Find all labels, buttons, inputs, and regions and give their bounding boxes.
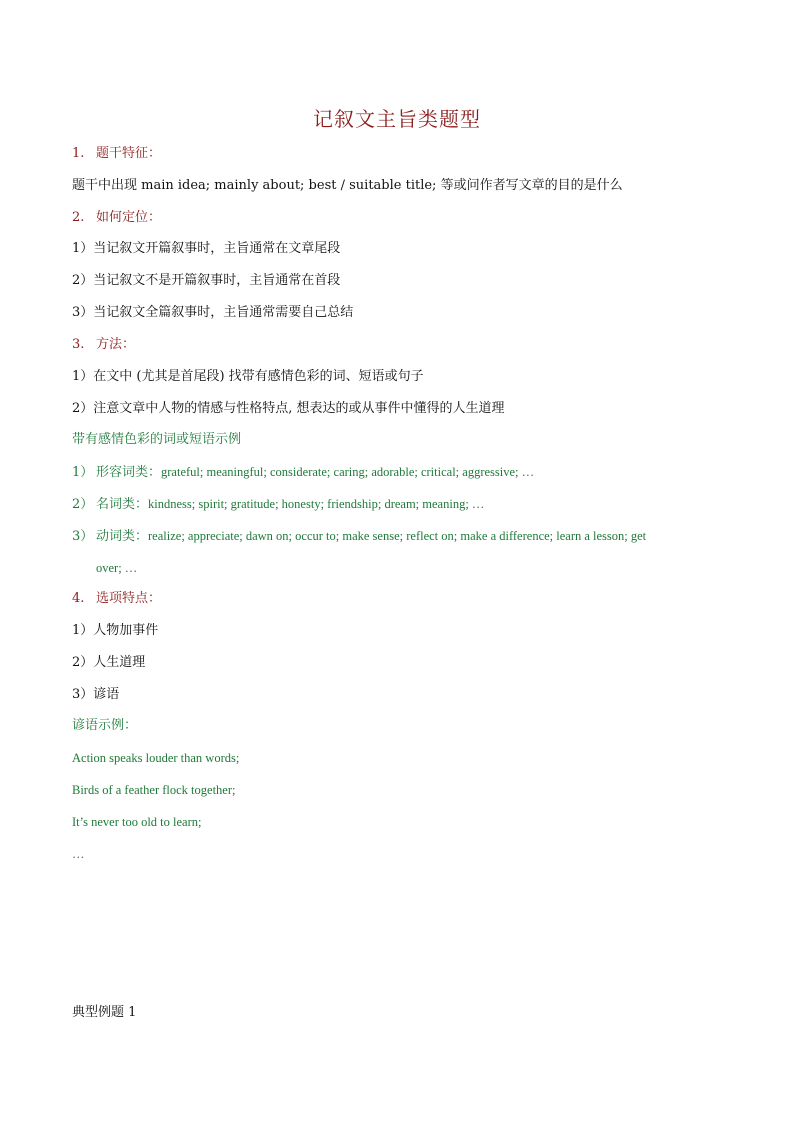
list-item: 2）当记叙文不是开篇叙事时，主旨通常在首段 — [72, 273, 341, 288]
section-4-heading — [72, 590, 161, 608]
section-heading-text: 如何定位： — [96, 210, 162, 225]
example-label: 名词类： — [96, 497, 149, 512]
page-title: 记叙文主旨类题型 — [313, 107, 481, 131]
section-number: 3. — [72, 337, 85, 352]
example-label: 形容词类： — [96, 465, 162, 480]
section-heading-text: 题干特征： — [96, 146, 162, 161]
proverb-item: Birds of a feather flock together; — [72, 783, 236, 797]
example-label: 动词类： — [96, 529, 149, 544]
examples-heading: 带有感情色彩的词或短语示例 — [72, 432, 242, 447]
list-item: 3）谚语 — [72, 687, 120, 702]
example-words: realize; appreciate; dawn on; occur to; make sense; reflect on; make a difference; learn a lesson; get — [148, 529, 647, 543]
section-3-heading — [72, 336, 135, 354]
list-item: 1）当记叙文开篇叙事时，主旨通常在文章尾段 — [72, 241, 341, 256]
example-number: 1） — [72, 465, 94, 480]
proverb-ellipsis: … — [72, 847, 85, 861]
example-number: 2） — [72, 497, 94, 512]
example-row-verbs — [72, 527, 646, 546]
example-title: 典型例题 1 — [72, 1005, 137, 1020]
proverbs-heading: 谚语示例： — [72, 718, 138, 733]
example-row-verbs-continued: over; … — [96, 561, 138, 575]
list-item: 1）人物加事件 — [72, 623, 159, 638]
list-item: 2）人生道理 — [72, 655, 146, 670]
section-1-body: 题干中出现 main idea; mainly about; best / suitable title; 等或问作者写文章的目的是什么 — [72, 178, 623, 193]
section-heading-text: 方法： — [96, 337, 136, 352]
list-item: 2）注意文章中人物的情感与性格特点, 想表达的或从事件中懂得的人生道理 — [72, 401, 505, 416]
example-words: grateful; meaningful; considerate; caring; adorable; critical; aggressive; … — [161, 465, 535, 479]
list-item: 3）当记叙文全篇叙事时，主旨通常需要自己总结 — [72, 305, 354, 320]
example-row-adjectives — [72, 463, 534, 482]
section-1-heading — [72, 145, 161, 163]
section-number: 4. — [72, 591, 85, 606]
proverb-item: It’s never too old to learn; — [72, 815, 202, 829]
section-number: 1. — [72, 146, 85, 161]
section-2-heading — [72, 209, 161, 227]
example-words: kindness; spirit; gratitude; honesty; friendship; dream; meaning; … — [148, 497, 485, 511]
proverb-item: Action speaks louder than words; — [72, 751, 240, 765]
section-heading-text: 选项特点： — [96, 591, 162, 606]
list-item: 1）在文中 (尤其是首尾段) 找带有感情色彩的词、短语或句子 — [72, 369, 424, 384]
example-number: 3） — [72, 529, 94, 544]
example-row-nouns — [72, 495, 484, 514]
section-number: 2. — [72, 210, 85, 225]
